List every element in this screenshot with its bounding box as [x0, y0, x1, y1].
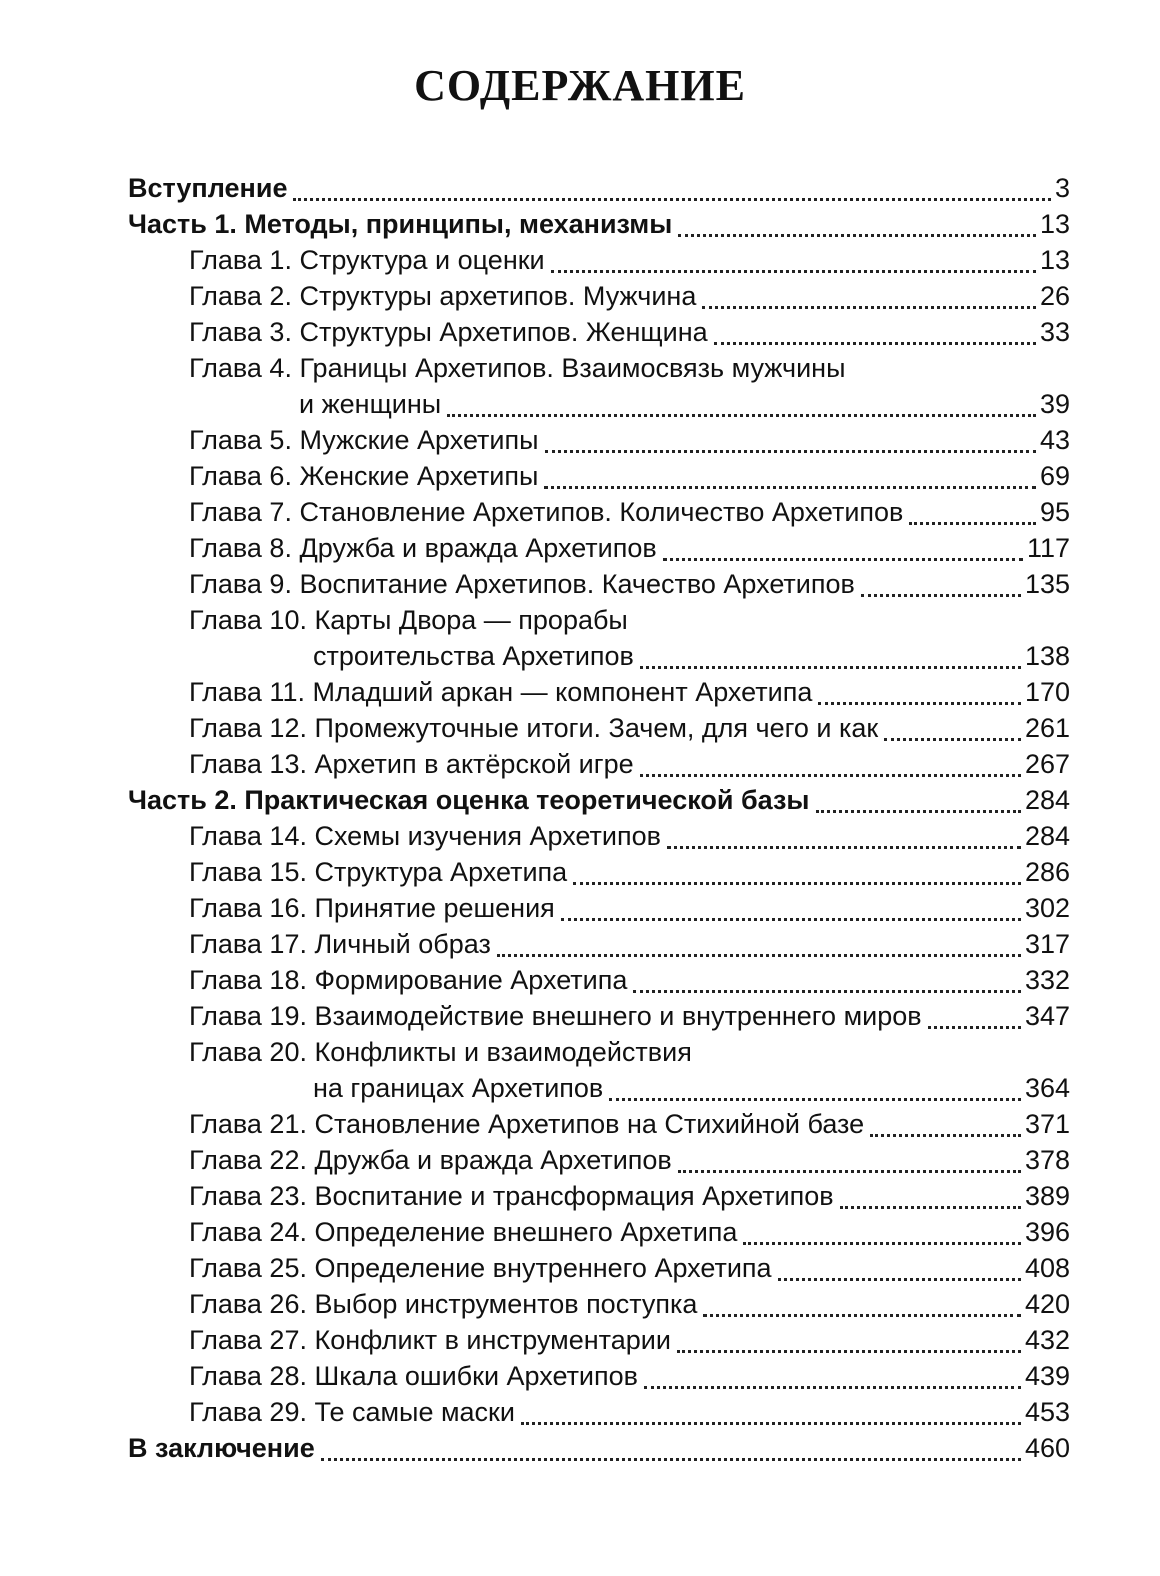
toc-entry-part-2[interactable]	[128, 782, 1070, 818]
dot-leader	[816, 810, 1021, 813]
toc-entry-chapter-14[interactable]	[128, 818, 1070, 854]
toc-entry-label-continued: и женщины	[299, 389, 442, 419]
dot-leader	[447, 414, 1036, 417]
toc-entry-label: Глава 28. Шкала ошибки Архетипов	[189, 1361, 638, 1391]
toc-page-number: 460	[1024, 1433, 1070, 1463]
toc-entry-label: Глава 7. Становление Архетипов. Количество Архетипов	[189, 497, 904, 527]
toc-page-number: 267	[1024, 749, 1070, 779]
toc-entry-label: Глава 26. Выбор инструментов поступка	[189, 1289, 698, 1319]
toc-entry-label: Глава 18. Формирование Архетипа	[189, 965, 628, 995]
toc-entry-conclusion[interactable]	[128, 1430, 1070, 1466]
toc-page-number: 138	[1024, 641, 1070, 671]
dot-leader	[677, 1350, 1021, 1353]
toc-entry-label: Глава 27. Конфликт в инструментарии	[189, 1325, 671, 1355]
page-title: СОДЕРЖАНИЕ	[414, 61, 746, 110]
toc-entry-chapter-9[interactable]	[128, 566, 1070, 602]
toc-entry-label: Глава 3. Структуры Архетипов. Женщина	[189, 317, 708, 347]
toc-entry-chapter-20-line-1[interactable]	[128, 1034, 1070, 1070]
toc-entry-chapter-5[interactable]	[128, 422, 1070, 458]
toc-entry-label: Часть 1. Методы, принципы, механизмы	[128, 209, 673, 239]
toc-entry-label: Глава 8. Дружба и вражда Архетипов	[189, 533, 657, 563]
toc-entry-label: Глава 1. Структура и оценки	[189, 245, 545, 275]
toc-entry-chapter-11[interactable]	[128, 674, 1070, 710]
dot-leader	[870, 1134, 1021, 1137]
dot-leader	[644, 1386, 1021, 1389]
dot-leader	[678, 234, 1036, 237]
dot-leader	[702, 306, 1036, 309]
toc-page-number: 95	[1039, 497, 1070, 527]
toc-entry-label: Глава 2. Структуры архетипов. Мужчина	[189, 281, 697, 311]
toc-page-number: 408	[1024, 1253, 1070, 1283]
dot-leader	[909, 522, 1036, 525]
toc-entry-label: Глава 5. Мужские Архетипы	[189, 425, 539, 455]
toc-entry-chapter-29[interactable]	[128, 1394, 1070, 1430]
toc-page-number: 347	[1024, 1001, 1070, 1031]
toc-entry-label: Глава 16. Принятие решения	[189, 893, 555, 923]
toc-entry-chapter-10-line-1[interactable]	[128, 602, 1070, 638]
dot-leader	[861, 594, 1021, 597]
toc-page-number: 371	[1024, 1109, 1070, 1139]
toc-entry-chapter-23[interactable]	[128, 1178, 1070, 1214]
toc-page-number: 302	[1024, 893, 1070, 923]
toc-page-number: 261	[1024, 713, 1070, 743]
dot-leader	[561, 918, 1021, 921]
dot-leader	[678, 1170, 1021, 1173]
toc-entry-label: Глава 6. Женские Архетипы	[189, 461, 539, 491]
toc-entry-chapter-3[interactable]	[128, 314, 1070, 350]
toc-entry-label: Глава 11. Младший аркан — компонент Архетипа	[189, 677, 813, 707]
toc-entry-chapter-13[interactable]	[128, 746, 1070, 782]
dot-leader	[293, 198, 1051, 201]
toc-page-number: 420	[1024, 1289, 1070, 1319]
toc-page-number: 432	[1024, 1325, 1070, 1355]
toc-entry-label-continued: на границах Архетипов	[313, 1073, 604, 1103]
toc-page-number: 69	[1039, 461, 1070, 491]
toc-entry-chapter-24[interactable]	[128, 1214, 1070, 1250]
toc-entry-label: Глава 20. Конфликты и взаимодействия	[189, 1037, 692, 1067]
toc-entry-chapter-22[interactable]	[128, 1142, 1070, 1178]
toc-entry-chapter-1[interactable]	[128, 242, 1070, 278]
toc-entry-chapter-26[interactable]	[128, 1286, 1070, 1322]
toc-page-number: 117	[1026, 533, 1070, 563]
toc-entry-chapter-6[interactable]	[128, 458, 1070, 494]
dot-leader	[840, 1206, 1021, 1209]
toc-entry-chapter-2[interactable]	[128, 278, 1070, 314]
toc-page-number: 13	[1039, 245, 1070, 275]
toc-page-number: 439	[1024, 1361, 1070, 1391]
toc-entry-label: Глава 25. Определение внутреннего Архетипа	[189, 1253, 772, 1283]
toc-entry-label: Глава 14. Схемы изучения Архетипов	[189, 821, 661, 851]
toc-entry-chapter-4-line-1[interactable]	[128, 350, 1070, 386]
dot-leader	[743, 1242, 1021, 1245]
toc-entry-label: Глава 9. Воспитание Архетипов. Качество Архетипов	[189, 569, 855, 599]
toc-page-number: 33	[1039, 317, 1070, 347]
dot-leader	[640, 774, 1021, 777]
toc-entry-label: Глава 24. Определение внешнего Архетипа	[189, 1217, 738, 1247]
toc-page-number: 13	[1039, 209, 1070, 239]
dot-leader	[714, 342, 1036, 345]
toc-entry-chapter-18[interactable]	[128, 962, 1070, 998]
dot-leader	[778, 1278, 1021, 1281]
toc-entry-label: Глава 23. Воспитание и трансформация Архетипов	[189, 1181, 834, 1211]
toc-entry-chapter-8[interactable]	[128, 530, 1070, 566]
toc-page-number: 332	[1024, 965, 1070, 995]
dot-leader	[928, 1026, 1021, 1029]
toc-entry-label: Глава 17. Личный образ	[189, 929, 491, 959]
dot-leader	[551, 270, 1036, 273]
toc-entry-label: Глава 29. Те самые маски	[189, 1397, 515, 1427]
dot-leader	[573, 882, 1021, 885]
toc-entry-label: Часть 2. Практическая оценка теоретической базы	[128, 785, 810, 815]
toc-entry-label: Глава 13. Архетип в актёрской игре	[189, 749, 634, 779]
toc-page-number: 3	[1054, 173, 1070, 203]
toc-page-number: 39	[1039, 389, 1070, 419]
toc-entry-chapter-25[interactable]	[128, 1250, 1070, 1286]
toc-page-number: 317	[1024, 929, 1070, 959]
toc-entry-chapter-10[interactable]	[128, 638, 1070, 674]
dot-leader	[818, 702, 1021, 705]
dot-leader	[703, 1314, 1021, 1317]
dot-leader	[667, 846, 1021, 849]
toc-entry-chapter-20[interactable]	[128, 1070, 1070, 1106]
toc-entry-label: Глава 22. Дружба и вражда Архетипов	[189, 1145, 672, 1175]
toc-entry-chapter-19[interactable]	[128, 998, 1070, 1034]
toc-entry-chapter-17[interactable]	[128, 926, 1070, 962]
toc-page-number: 286	[1024, 857, 1070, 887]
toc-page-number: 396	[1024, 1217, 1070, 1247]
toc-entry-label: Глава 15. Структура Архетипа	[189, 857, 568, 887]
dot-leader	[497, 954, 1021, 957]
toc-entry-label: Глава 21. Становление Архетипов на Стихийной базе	[189, 1109, 865, 1139]
toc-page-number: 284	[1024, 821, 1070, 851]
toc-entry-label: Глава 10. Карты Двора — прорабы	[189, 605, 628, 635]
toc-entry-part-1[interactable]	[128, 206, 1070, 242]
dot-leader	[663, 558, 1023, 561]
toc-page-number: 378	[1024, 1145, 1070, 1175]
toc-page-number: 453	[1024, 1397, 1070, 1427]
toc-entry-label: Глава 4. Границы Архетипов. Взаимосвязь мужчины	[189, 353, 846, 383]
toc-page-number: 389	[1024, 1181, 1070, 1211]
dot-leader	[544, 486, 1036, 489]
toc-entry-label: Глава 12. Промежуточные итоги. Зачем, для чего и как	[189, 713, 879, 743]
dot-leader	[521, 1422, 1021, 1425]
toc-page-number: 26	[1039, 281, 1070, 311]
toc-page-number: 284	[1024, 785, 1070, 815]
toc-entry-chapter-12[interactable]	[128, 710, 1070, 746]
toc-page-number: 135	[1024, 569, 1070, 599]
dot-leader	[545, 450, 1036, 453]
toc-entry-intro[interactable]	[128, 170, 1070, 206]
table-of-contents	[128, 170, 1070, 1466]
toc-entry-chapter-4[interactable]	[128, 386, 1070, 422]
toc-page-number: 170	[1024, 677, 1070, 707]
dot-leader	[321, 1458, 1021, 1461]
toc-entry-label: Глава 19. Взаимодействие внешнего и внутреннего миров	[189, 1001, 922, 1031]
dot-leader	[884, 738, 1021, 741]
dot-leader	[609, 1098, 1021, 1101]
toc-entry-label: Вступление	[128, 173, 288, 203]
toc-entry-chapter-27[interactable]	[128, 1322, 1070, 1358]
toc-page-number: 43	[1039, 425, 1070, 455]
toc-entry-chapter-7[interactable]	[128, 494, 1070, 530]
dot-leader	[640, 666, 1021, 669]
toc-entry-label-continued: строительства Архетипов	[313, 641, 634, 671]
toc-entry-label: В заключение	[128, 1433, 315, 1463]
toc-entry-chapter-15[interactable]	[128, 854, 1070, 890]
toc-entry-chapter-16[interactable]	[128, 890, 1070, 926]
toc-page-number: 364	[1024, 1073, 1070, 1103]
dot-leader	[633, 990, 1021, 993]
toc-entry-chapter-21[interactable]	[128, 1106, 1070, 1142]
toc-entry-chapter-28[interactable]	[128, 1358, 1070, 1394]
